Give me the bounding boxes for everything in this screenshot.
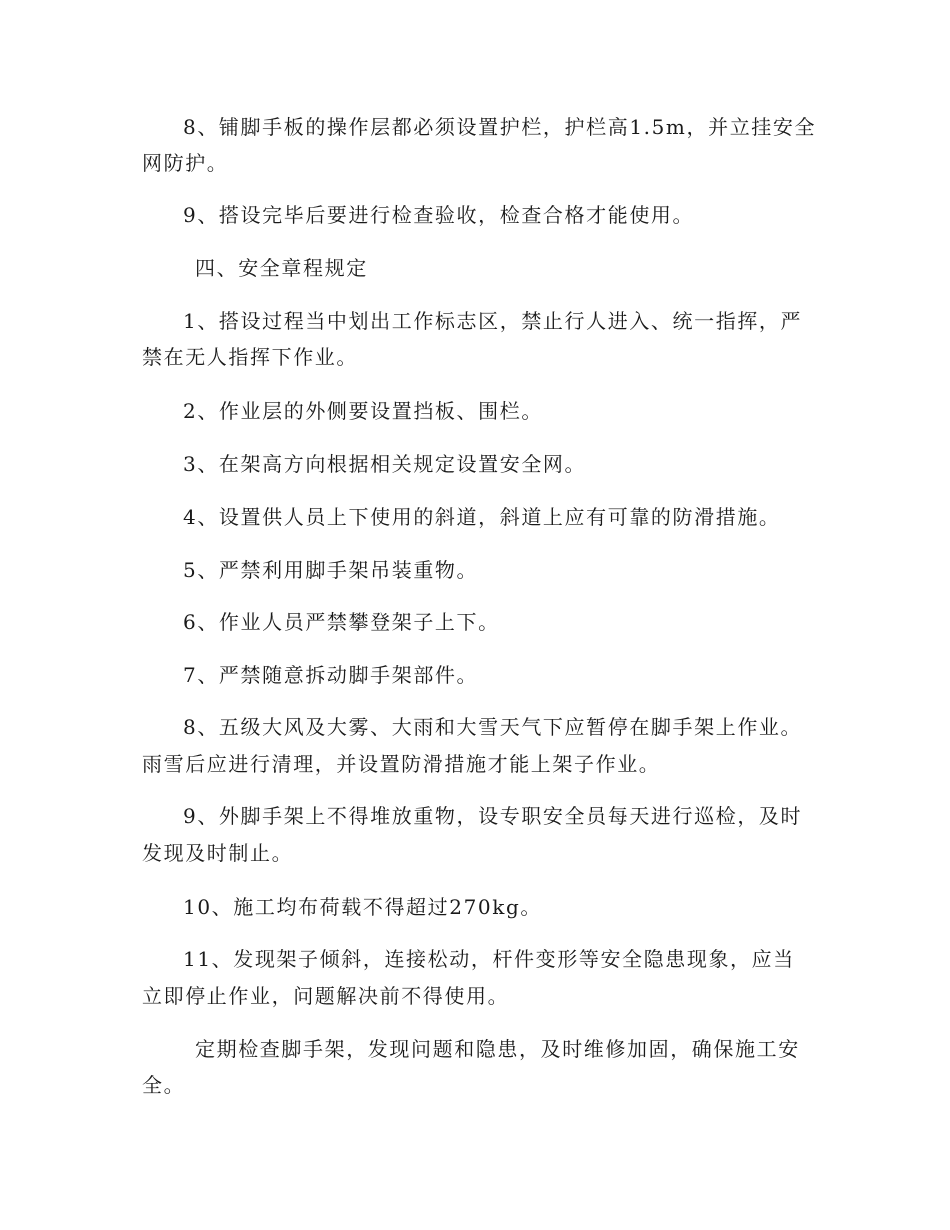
text-line: 11、发现架子倾斜，连接松动，杆件变形等安全隐患现象，应当 [183,947,795,971]
text-line: 5、严禁利用脚手架吊装重物。 [183,558,479,582]
text-line: 1、搭设过程当中划出工作标志区，禁止行人进入、统一指挥，严 [183,309,803,333]
text-line: 9、外脚手架上不得堆放重物，设专职安全员每天进行巡检，及时 [183,804,803,828]
text-line: 8、五级大风及大雾、大雨和大雪天气下应暂停在脚手架上作业。 [183,715,803,739]
text-line: 发现及时制止。 [142,841,294,865]
text-line: 全。 [142,1073,186,1097]
text-line: 4、设置供人员上下使用的斜道，斜道上应有可靠的防滑措施。 [183,505,781,529]
text-line: 定期检查脚手架，发现问题和隐患，及时维修加固，确保施工安 [195,1037,800,1061]
text-line: 立即停止作业，问题解决前不得使用。 [142,984,510,1008]
text-line: 网防护。 [142,151,229,175]
text-line: 10、施工均布荷载不得超过270kg。 [183,895,542,919]
text-line: 7、严禁随意拆动脚手架部件。 [183,663,479,687]
text-line: 雨雪后应进行清理，并设置防滑措施才能上架子作业。 [142,752,661,776]
text-line: 3、在架高方向根据相关规定设置安全网。 [183,452,587,476]
text-line: 8、铺脚手板的操作层都必须设置护栏，护栏高1.5m，并立挂安全 [183,115,817,139]
text-line: 9、搭设完毕后要进行检查验收，检查合格才能使用。 [183,203,695,227]
text-line: 禁在无人指挥下作业。 [142,345,358,369]
text-line: 2、作业层的外侧要设置挡板、围栏。 [183,399,543,423]
section-heading: 四、安全章程规定 [195,256,368,280]
text-line: 6、作业人员严禁攀登架子上下。 [183,610,500,634]
